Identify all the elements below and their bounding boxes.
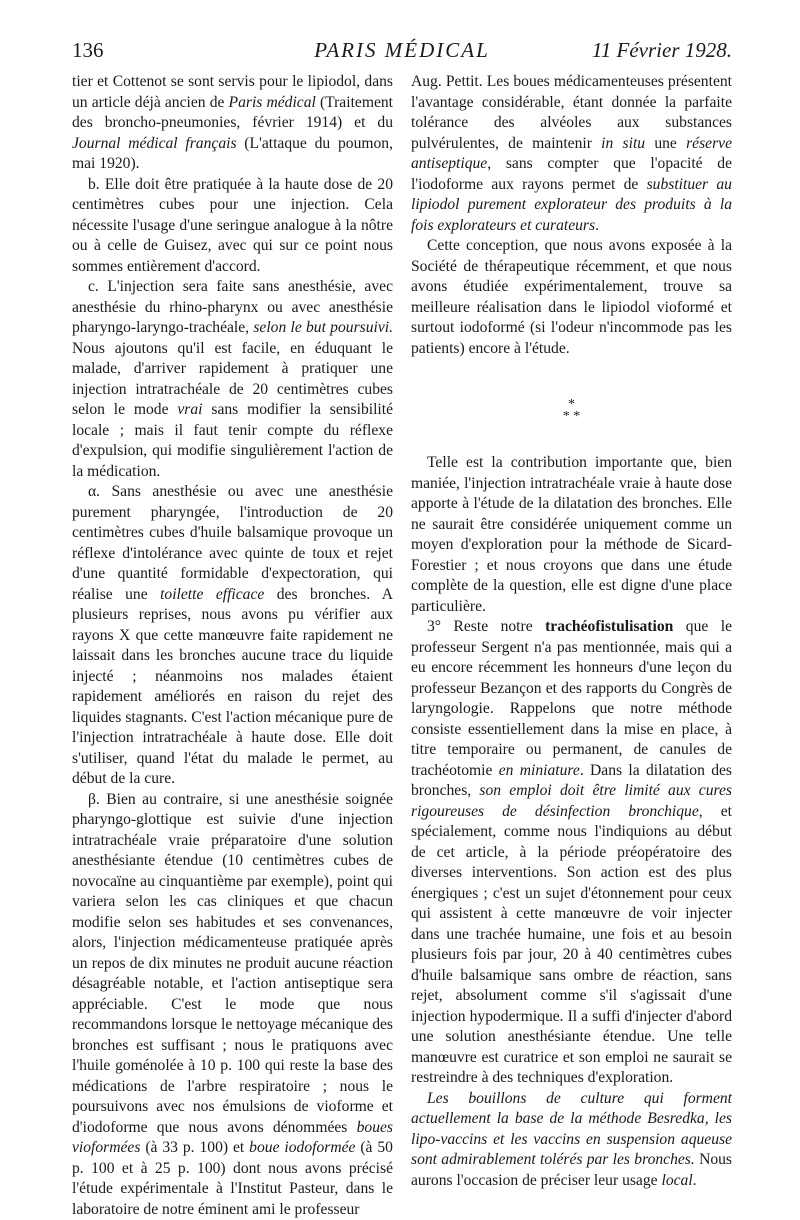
paragraph: 3° Reste notre trachéofistulisation que le professeur Sergent n'a pas mentionnée, mais qui a eu encore récemment les honneurs d'une leçon du professeur Bezançon et des rapports du Congrès de laryngologie. Rappelons que notre méthode consiste essentiellement dans la mise en place, à titre temporaire ou permanent, de canules de trachéotomie en miniature. Dans la dilatation des bronches, son emploi doit être limité aux cures rigoureuses de désinfection bronchique, et spécialement, comme nous l'indiquions au début de cet article, à la période préopératoire des diverses interventions. Son action est des plus énergiques ; c'est un sujet d'étonnement pour ceux qui assistent à cette manœuvre de voir injecter dans une trachée humaine, une fois et au besoin plusieurs fois par jour, 20 à 40 centimètres cubes d'huile balsamique sans ombre de réaction, sans rejet, absolument comme s'il s'agissait d'une injection hypodermique. Il a suffi d'injecter d'abord une solution anesthésiante étendue. Une telle manœuvre est curatrice et son emploi ne saurait se restreindre à des techniques d'exploration. (411, 617, 732, 1089)
page-number: 136 (72, 38, 104, 63)
left-column (72, 72, 393, 1220)
paragraph: Telle est la contribution importante que, bien maniée, l'injection intratrachéale vraie à haute dose apporte à l'étude de la dilatation des bronches. Elle ne saurait être considérée uniquement comme un moyen d'exploration pour la méthode de Sicard-Forestier ; et nous croyons que dans une étude complète de la question, elle est digne d'une place particulière. (411, 453, 732, 617)
paragraph: b. Elle doit être pratiquée à la haute dose de 20 centimètres cubes pour une injection. Cela nécessite l'usage d'une seringue analogue à la nôtre ou à celle de Guisez, avec qui sur ce point nous sommes entièrement d'accord. (72, 175, 393, 278)
paragraph: α. Sans anesthésie ou avec une anesthésie purement pharyngée, l'introduction de 20 centimètres cubes d'huile balsamique provoque un réflexe d'intolérance avec quinte de toux et rejet d'une quantité formidable d'expectoration, qui réalise une toilette efficace des bronches. A plusieurs reprises, nous avons pu vérifier aux rayons X que cette manœuvre faite rapidement ne laissait dans les bronches aucune trace du liquide injecté ; néanmoins nos malades étaient rapidement améliorés en raison du rejet des liquides stagnants. C'est l'action mécanique pure de l'injection intratrachéale à haute dose. Elle doit s'utiliser, quand l'état du malade le permet, au début de la cure. (72, 482, 393, 790)
paragraph: Cette conception, que nous avons exposée à la Société de thérapeutique récemment, et que nous avons étudiée expérimentalement, trouve sa meilleure réalisation dans le lipiodol vioformé et surtout iodoformé (si l'odeur n'incommode pas les patients) encore à l'étude. (411, 236, 732, 359)
page-header (72, 38, 732, 68)
paragraph: Aug. Pettit. Les boues médicamenteuses présentent l'avantage considérable, étant donnée la parfaite tolérance des alvéoles aux substances pulvérulentes, de maintenir in situ une réserve antiseptique, sans compter que l'opacité de l'iodoforme aux rayons permet de substituer au lipiodol purement explorateur des produits à la fois explorateurs et curateurs. (411, 72, 732, 236)
issue-date: 11 Février 1928. (592, 38, 732, 63)
paragraph: c. L'injection sera faite sans anesthésie, avec anesthésie du rhino-pharynx ou avec anesthésie pharyngo-laryngo-trachéale, selon le but poursuivi. Nous ajoutons qu'il est facile, en éduquant le malade, d'arriver rapidement à pratiquer une injection intratrachéale de 20 centimètres cubes selon le mode vrai sans modifier la sensibilité locale ; mais il faut tenir compte du réflexe d'expulsion, qui modifie singulièrement l'action de la médication. (72, 277, 393, 482)
paragraph: tier et Cottenot se sont servis pour le lipiodol, dans un article déjà ancien de Paris médical (Traitement des broncho-pneumonies, février 1914) et du Journal médical français (L'attaque du poumon, mai 1920). (72, 72, 393, 175)
paragraph: β. Bien au contraire, si une anesthésie soignée pharyngo-glottique est suivie d'une injection intratrachéale vraie préparatoire d'une solution anesthésiante étendue (10 centimètres cubes de novocaïne au cinquantième par exemple), point qui variera selon les cas cliniques et que chacun modifie selon ses habitudes et ses convenances, alors, l'injection médicamenteuse pratiquée après un repos de dix minutes ne produit aucune réaction désagréable notable, et l'action antiseptique sera appréciable. C'est le mode que nous recommandons lorsque le nettoyage mécanique des bronches est suffisant ; nous le pratiquons avec l'huile goménolée à 10 p. 100 qui reste la base des médications de l'arbre respiratoire ; nous le poursuivons avec nos émulsions de vioforme et d'iodoforme que nous avons dénommées boues vioformées (à 33 p. 100) et boue iodoformée (à 50 p. 100 et à 25 p. 100) dont nous avons précisé l'étude expérimentale à l'Institut Pasteur, dans le laboratoire de notre éminent ami le professeur (72, 790, 393, 1220)
paragraph: Les bouillons de culture qui forment actuellement la base de la méthode Besredka, les lipo-vaccins et les vaccins en suspension aqueuse sont admirablement tolérés par les bronches. Nous aurons l'occasion de préciser leur usage local. (411, 1089, 732, 1192)
section-separator-asterisks: * * * (411, 399, 732, 423)
journal-title: PARIS MÉDICAL (72, 38, 732, 63)
right-column (411, 72, 732, 1191)
